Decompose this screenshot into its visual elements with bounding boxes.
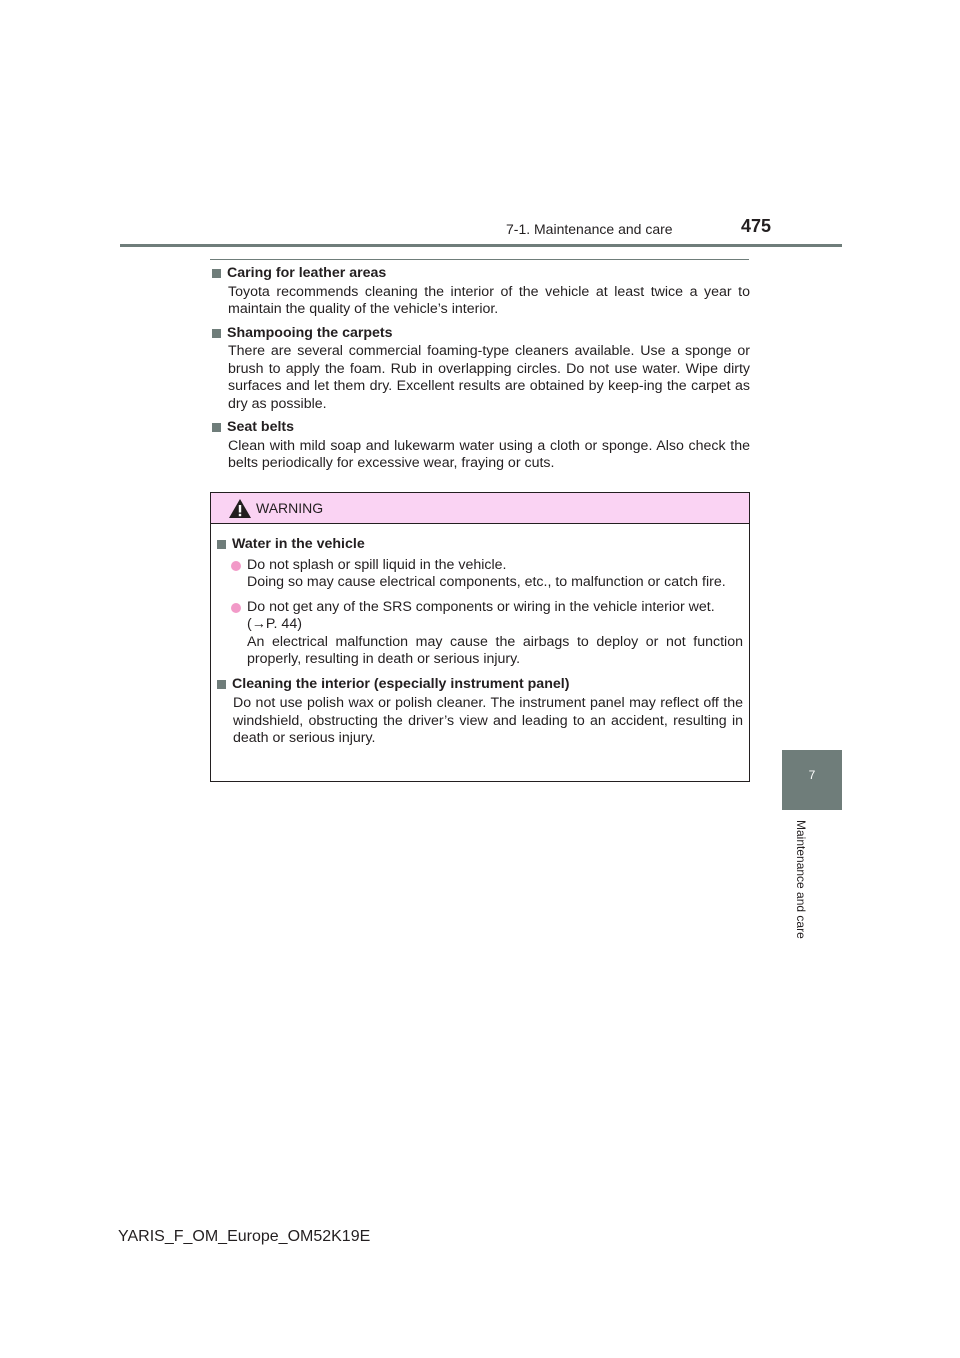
warning-section-heading-text: Cleaning the interior (especially instrument panel) — [232, 675, 570, 692]
main-content — [210, 265, 750, 479]
section-heading — [210, 325, 750, 343]
square-bullet-icon — [212, 423, 221, 432]
page-number: 475 — [741, 216, 772, 236]
section-heading-text: Caring for leather areas — [227, 265, 387, 281]
bullet-line: Do not splash or spill liquid in the vehicle. — [247, 556, 507, 573]
chapter-label: Maintenance and care — [794, 820, 808, 939]
section-heading-text: Shampooing the carpets — [227, 324, 393, 341]
warning-header — [211, 493, 749, 524]
chapter-number: 7 — [808, 768, 816, 782]
warning-section-heading — [215, 536, 743, 554]
warning-bullet-item — [215, 557, 743, 592]
square-bullet-icon — [212, 329, 221, 338]
header-rule — [120, 244, 842, 247]
warning-section-body: Do not use polish wax or polish cleaner. The instrument panel may reflect off the windshield, obstructing the driver’s view and leading to an accident, resulting in death or serious injury. — [233, 695, 743, 746]
footer-doc-id: YARIS_F_OM_Europe_OM52K19E — [118, 1228, 371, 1245]
square-bullet-icon — [212, 269, 221, 278]
warning-title: WARNING — [256, 500, 324, 516]
round-bullet-icon — [231, 561, 241, 571]
warning-section-heading — [215, 676, 743, 694]
content-top-rule — [210, 259, 749, 260]
bullet-line: Doing so may cause electrical components, etc., to malfunction or catch fire. — [247, 574, 726, 590]
square-bullet-icon — [217, 680, 226, 689]
warning-triangle-icon — [228, 498, 252, 519]
round-bullet-icon — [231, 603, 241, 613]
section-body: Clean with mild soap and lukewarm water using a cloth or sponge. Also check the belts periodically for excessive wear, fraying or cuts. — [228, 437, 750, 471]
section-body: Toyota recommends cleaning the interior of the vehicle at least twice a year to maintain the quality of the vehicle’s interior. — [228, 283, 750, 317]
bullet-line: Do not get any of the SRS components or wiring in the vehicle interior wet. — [247, 598, 715, 615]
section-heading-text: Seat belts — [227, 419, 295, 435]
warning-bullet-item — [215, 599, 743, 669]
square-bullet-icon — [217, 540, 226, 549]
warning-body — [211, 524, 749, 748]
chapter-tab — [782, 750, 842, 810]
section-heading — [210, 265, 750, 283]
section-body: There are several commercial foaming-type cleaners available. Use a sponge or brush to apply the foam. Rub in overlapping circles. Do not use water. Wipe dirty surfaces and let them dry. Excellent results are obtained by keep-ing the carpet as dry as possible. — [228, 343, 750, 412]
bullet-line: An electrical malfunction may cause the airbags to deploy or not function properly, resulting in death or serious injury. — [247, 633, 743, 667]
page-reference: (→P. 44) — [247, 616, 302, 632]
warning-box — [210, 492, 750, 782]
warning-section-heading-text: Water in the vehicle — [232, 536, 365, 552]
header-section-title: 7-1. Maintenance and care — [506, 221, 673, 237]
section-heading — [210, 419, 750, 437]
